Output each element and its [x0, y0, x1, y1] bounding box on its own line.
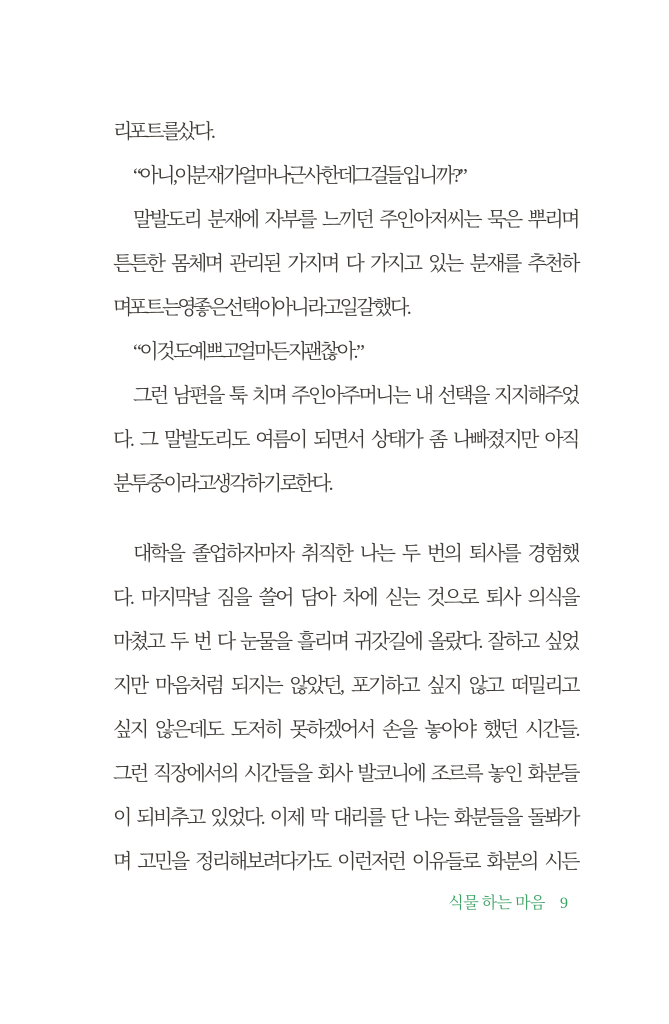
body-text-line: 며 포트는 영 좋은 선택이 아니라고 일갈했다. — [113, 297, 410, 319]
body-text-line: 다. 그 말발도리도 여름이 되면서 상태가 좀 나빠졌지만 아직 — [113, 429, 578, 451]
body-text-line: 그런 직장에서의 시간들을 회사 발코니에 조르륵 놓인 화분들 — [113, 763, 578, 785]
body-text-line: 튼튼한 몸체며 관리된 가지며 다 가지고 있는 분재를 추천하 — [113, 253, 578, 275]
body-text-line: 말발도리 분재에 자부를 느끼던 주인아저씨는 묵은 뿌리며 — [133, 209, 578, 231]
body-text-line: 며 고민을 정리해보려다가도 이런저런 이유들로 화분의 시든 — [113, 851, 578, 873]
body-text-line: 분투중이라고 생각하기로 한다. — [113, 473, 332, 495]
running-title: 식물 하는 마음 — [448, 895, 545, 912]
page-number: 9 — [560, 895, 568, 912]
body-text-line: 지만 마음처럼 되지는 않았던, 포기하고 싶지 않고 떠밀리고 — [113, 675, 578, 697]
body-text-line: 리 포트를 샀다. — [113, 121, 214, 143]
body-text-line: “이것도 예쁘고 얼마든지 괜찮아.” — [133, 341, 363, 363]
page-footer — [113, 890, 568, 913]
body-text-line: 그런 남편을 툭 치며 주인아주머니는 내 선택을 지지해주었 — [133, 385, 578, 407]
body-text-line: 다. 마지막날 짐을 쓸어 담아 차에 싣는 것으로 퇴사 의식을 — [113, 587, 578, 609]
body-text-line: 대학을 졸업하자마자 취직한 나는 두 번의 퇴사를 경험했 — [133, 543, 578, 565]
section-break — [113, 506, 578, 532]
page-body-text — [113, 110, 578, 884]
body-text-line: 싶지 않은데도 도저히 못하겠어서 손을 놓아야 했던 시간들. — [113, 719, 578, 741]
body-text-line: 마쳤고 두 번 다 눈물을 흘리며 귀갓길에 올랐다. 잘하고 싶었 — [113, 631, 578, 653]
body-text-line: 이 되비추고 있었다. 이제 막 대리를 단 나는 화분들을 돌봐가 — [113, 807, 578, 829]
body-text-line: “아니, 이 분재가 얼마나 근사한데 그걸 들입니까?” — [133, 165, 466, 187]
